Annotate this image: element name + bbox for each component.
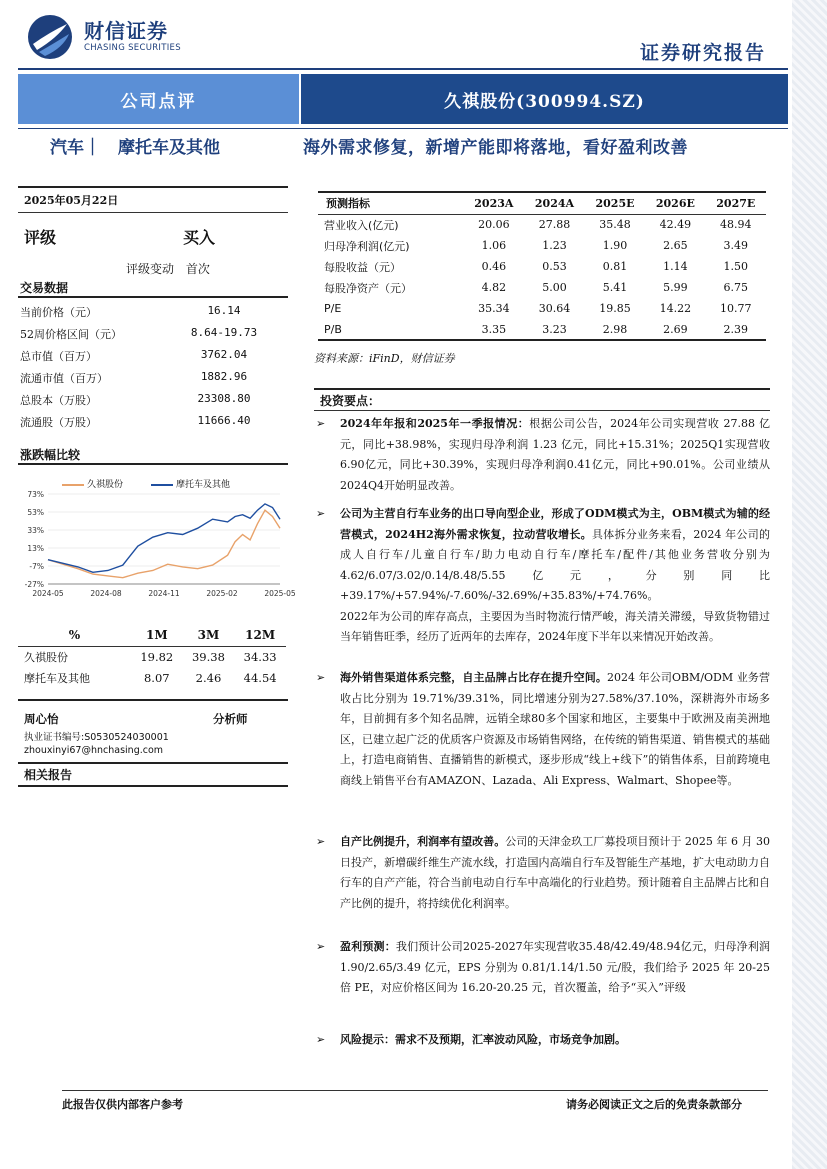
forecast-metric: P/E <box>324 302 342 315</box>
bullet-arrow-icon: ➢ <box>316 1033 326 1046</box>
divider <box>18 699 288 701</box>
perf-name: 久祺股份 <box>24 650 68 664</box>
forecast-value: 1.50 <box>723 260 749 273</box>
investment-points-title: 投资要点： <box>320 394 381 408</box>
forecast-value: 0.81 <box>602 260 628 273</box>
forecast-value: 2.65 <box>663 239 688 252</box>
company-banner: 久祺股份(300994.SZ) <box>301 74 788 124</box>
report-headline: 海外需求修复，新增产能即将落地，看好盈利改善 <box>303 138 688 158</box>
x-tick-label: 2025-05 <box>264 589 296 598</box>
analyst-cert: 执业证书编号:S0530524030001 <box>24 732 169 743</box>
forecast-metric: 归母净利润(亿元) <box>324 239 410 253</box>
bullet-heading: 盈利预测： <box>340 940 396 953</box>
side-stripe <box>792 0 827 1169</box>
footer-disclaimer: 请务必阅读正文之后的免责条款部分 <box>566 1098 742 1111</box>
forecast-value: 2.39 <box>723 322 749 336</box>
brand-name-en: CHASING SECURITIES <box>84 43 181 53</box>
trading-label: 52周价格区间（元） <box>20 328 122 341</box>
forecast-value: 5.99 <box>663 281 688 294</box>
trading-value: 1882.96 <box>200 370 248 383</box>
investment-bullet <box>318 832 770 914</box>
divider <box>18 762 288 764</box>
bullet-text: 我们预计公司2025-2027年实现营收35.48/42.49/48.94亿元，归母净利润 1.90/2.65/3.49 亿元，EPS 分别为 0.81/1.14/1.50 元/股，我们给予 2025 年 20-25 倍 PE，对应价格区间为 16.20-20.25 元，首次覆盖，给予“买入”评级 <box>340 940 771 994</box>
bullet-heading: 风险提示：需求不及预期，汇率波动风险，市场竞争加剧。 <box>340 1033 626 1046</box>
perf-value: 39.38 <box>191 649 225 664</box>
legend-item-index: 摩托车及其他 <box>151 477 230 490</box>
perf-value: 2.46 <box>195 670 222 685</box>
forecast-value: 2.69 <box>663 322 688 336</box>
trading-label: 流通股（万股） <box>20 416 97 429</box>
table-row <box>318 298 766 319</box>
forecast-header: 2025E <box>595 196 635 210</box>
forecast-value: 10.77 <box>720 302 752 315</box>
divider <box>18 463 288 465</box>
industry-label: 汽车｜ 摩托车及其他 <box>50 138 220 158</box>
analyst-title: 分析师 <box>213 712 248 726</box>
table-row <box>318 277 766 298</box>
trading-row <box>20 348 282 364</box>
forecast-header: 预测指标 <box>326 197 370 211</box>
bullet-text: 2024 年公司OBM/ODM 业务营收占比分别为 19.71%/39.31%，同比增速分别为27.58%/37.10%，深耕海外市场多年，目前拥有多个知名品牌，远销全球80多个国家和地区，主要集中于欧洲及南美洲地区，已建立起广泛的优质客户资源及市场销售网络，在传统的销售渠道、销售模式的基础上，打造电商销售、直播销售的新模式，逐步形成“线上+线下”的销售体系，目前跨境电商线上销售平台有AMAZON、Lazada、Ali Express、Walmart、Shopee等。 <box>340 671 770 787</box>
forecast-value: 27.88 <box>538 218 571 232</box>
bullet-arrow-icon: ➢ <box>316 940 326 953</box>
bullet-heading: 海外销售渠道体系完整，自主品牌占比存在提升空间。 <box>340 671 607 684</box>
brand-name: 财信证券 <box>84 19 168 43</box>
trading-value: 8.64-19.73 <box>190 326 258 339</box>
bullet-text: 公司的天津金玖工厂募投项目预计于 2025 年 6 月 30 日投产，新增碳纤维生产流水线，打造国内高端自行车及智能生产基地，扩大电动助力自行车的自产产能，符合当前电动自行车中高端化的行业趋势。预计随着自主品牌占比和自产比例的提升，将持续优化利润率。 <box>340 835 770 910</box>
forecast-value: 0.53 <box>542 260 567 273</box>
table-row <box>18 667 286 688</box>
trading-data-title: 交易数据 <box>20 281 69 295</box>
bullet-arrow-icon: ➢ <box>316 507 326 520</box>
trading-label: 当前价格（元） <box>20 306 97 319</box>
forecast-header: 2027E <box>716 196 756 210</box>
trading-value: 3762.04 <box>200 348 248 361</box>
forecast-value: 19.85 <box>599 302 631 315</box>
trading-row <box>20 392 282 408</box>
perf-value: 34.33 <box>243 649 277 664</box>
forecast-value: 1.06 <box>481 239 507 252</box>
forecast-value: 5.41 <box>602 281 628 294</box>
forecast-metric: 每股净资产（元） <box>324 281 412 295</box>
investment-bullet <box>318 414 770 496</box>
forecast-table <box>318 191 766 341</box>
forecast-value: 3.23 <box>542 322 567 336</box>
x-tick-label: 2025-02 <box>206 589 238 598</box>
investment-bullet <box>318 504 770 648</box>
forecast-value: 1.14 <box>663 260 688 273</box>
series-line-index <box>48 504 280 572</box>
forecast-value: 6.75 <box>723 281 749 294</box>
perf-header: 3M <box>197 628 220 643</box>
y-tick-label: 73% <box>27 490 44 499</box>
report-type-banner: 公司点评 <box>18 74 299 124</box>
y-tick-label: -27% <box>24 580 44 589</box>
divider <box>314 410 770 411</box>
series-line-stock <box>48 510 280 578</box>
trading-row <box>20 326 282 342</box>
table-row <box>18 646 286 667</box>
bullet-arrow-icon: ➢ <box>316 417 326 430</box>
trading-row <box>20 414 282 430</box>
x-tick-label: 2024-08 <box>90 589 122 598</box>
y-tick-label: -7% <box>29 562 44 571</box>
perf-value: 19.82 <box>140 649 174 664</box>
trading-value: 23308.80 <box>197 392 251 405</box>
forecast-metric: 每股收益（元） <box>324 260 401 274</box>
forecast-value: 1.90 <box>602 239 628 252</box>
document-type: 证券研究报告 <box>640 42 767 64</box>
forecast-value: 42.49 <box>659 218 692 232</box>
report-date: 2025年05月22日 <box>24 194 119 207</box>
forecast-value: 3.49 <box>723 239 749 252</box>
rating-change <box>126 260 210 277</box>
perf-value: 8.07 <box>143 670 170 685</box>
forecast-header: 2023A <box>474 196 514 210</box>
trading-label: 总股本（万股） <box>20 394 97 407</box>
bullet-heading: 公司为主营自行车业务的出口导向型企业，形成了ODM模式为主，OBM模式为辅的经营模式，2024H2海外需求恢复，拉动营收增长。 <box>340 507 770 541</box>
divider <box>18 785 288 787</box>
y-tick-label: 13% <box>27 544 44 553</box>
x-tick-label: 2024-11 <box>148 589 180 598</box>
analyst-email[interactable]: zhouxinyi67@hnchasing.com <box>24 745 164 756</box>
bullet-heading: 自产比例提升，利润率有望改善。 <box>340 835 506 848</box>
header-rule <box>18 68 788 70</box>
related-reports-title: 相关报告 <box>24 768 73 782</box>
compare-title: 涨跌幅比较 <box>20 448 81 462</box>
investment-bullet <box>318 937 770 999</box>
perf-header: 12M <box>245 628 276 643</box>
footer-rule <box>62 1090 768 1091</box>
perf-value: 44.54 <box>243 670 277 685</box>
divider <box>18 296 288 298</box>
perf-header: % <box>68 628 81 643</box>
x-tick-label: 2024-05 <box>32 589 64 598</box>
forecast-source: 资料来源：iFinD，财信证券 <box>314 352 455 365</box>
forecast-header: 2026E <box>655 196 695 210</box>
y-tick-label: 53% <box>27 508 44 517</box>
investment-bullet <box>318 668 770 791</box>
forecast-value: 20.06 <box>478 218 510 232</box>
forecast-value: 2.98 <box>602 322 628 336</box>
legend-item-stock: 久祺股份 <box>62 477 123 490</box>
forecast-metric: P/B <box>324 322 342 336</box>
forecast-metric: 营业收入(亿元) <box>324 218 399 232</box>
table-row <box>318 319 766 340</box>
company-logo-icon <box>27 14 73 60</box>
analyst-name: 周心怡 <box>24 712 59 726</box>
forecast-value: 35.34 <box>478 302 510 315</box>
perf-header: 1M <box>145 628 168 643</box>
bullet-extra: 2022年为公司的库存高点，主要因为当时物流行情严峻，海关清关滞缓，导致货物错过当年销售旺季，经历了近两年的去库存，2024年度下半年以来情况开始改善。 <box>340 609 770 643</box>
table-row <box>318 214 766 235</box>
perf-name: 摩托车及其他 <box>24 671 90 685</box>
rating-value: 买入 <box>183 228 216 247</box>
trading-value: 16.14 <box>207 304 241 317</box>
performance-table <box>18 625 286 688</box>
forecast-value: 35.48 <box>599 218 631 232</box>
forecast-header: 2024A <box>534 196 575 210</box>
rating-change-label: 评级变动 <box>126 262 175 276</box>
rating-change-value: 首次 <box>185 262 210 276</box>
trading-row <box>20 370 282 386</box>
forecast-value: 4.82 <box>481 281 507 294</box>
bullet-text: 根据公司公告，2024年公司实现营收 27.88 亿元，同比+38.98%，实现归母净利润 1.23 亿元，同比+15.31%；2025Q1实现营收6.90亿元，同比+30.39%，实现归母净利润0.41亿元，同比+90.01%。公司业绩从2024Q4开始明显改善。 <box>340 417 770 492</box>
forecast-value: 14.22 <box>659 302 692 315</box>
table-row <box>318 256 766 277</box>
bullet-arrow-icon: ➢ <box>316 671 326 684</box>
divider <box>314 388 770 390</box>
divider <box>18 212 288 213</box>
bullet-heading: 2024年年报和2025年一季报情况： <box>340 417 530 430</box>
bullet-text: 具体拆分业务来看，2024 年公司的成人自行车/儿童自行车/助力电动自行车/摩托车/配件/其他业务营收分别为 4.62/6.07/3.02/0.14/8.48/5.55亿元，分别同比+39.17%/+57.94%/-7.60%/-32.69%/+35.83%/+74.76%。 <box>340 527 770 602</box>
forecast-value: 3.35 <box>481 322 507 336</box>
forecast-value: 0.46 <box>481 260 507 273</box>
trading-label: 流通市值（百万） <box>20 372 108 385</box>
forecast-value: 48.94 <box>720 218 752 232</box>
trading-value: 11666.40 <box>197 414 251 427</box>
table-row <box>318 235 766 256</box>
forecast-value: 30.64 <box>538 302 571 315</box>
rating-label: 评级 <box>24 228 57 247</box>
investment-bullet <box>318 1030 770 1051</box>
y-tick-label: 33% <box>27 526 44 535</box>
footer-note: 此报告仅供内部客户参考 <box>62 1098 183 1111</box>
bullet-arrow-icon: ➢ <box>316 835 326 848</box>
banner-rule <box>18 128 788 129</box>
forecast-value: 5.00 <box>542 281 567 294</box>
forecast-value: 1.23 <box>542 239 567 252</box>
trading-row <box>20 304 282 320</box>
trading-label: 总市值（百万） <box>20 350 97 363</box>
divider <box>18 186 288 188</box>
price-comparison-chart <box>18 486 296 608</box>
